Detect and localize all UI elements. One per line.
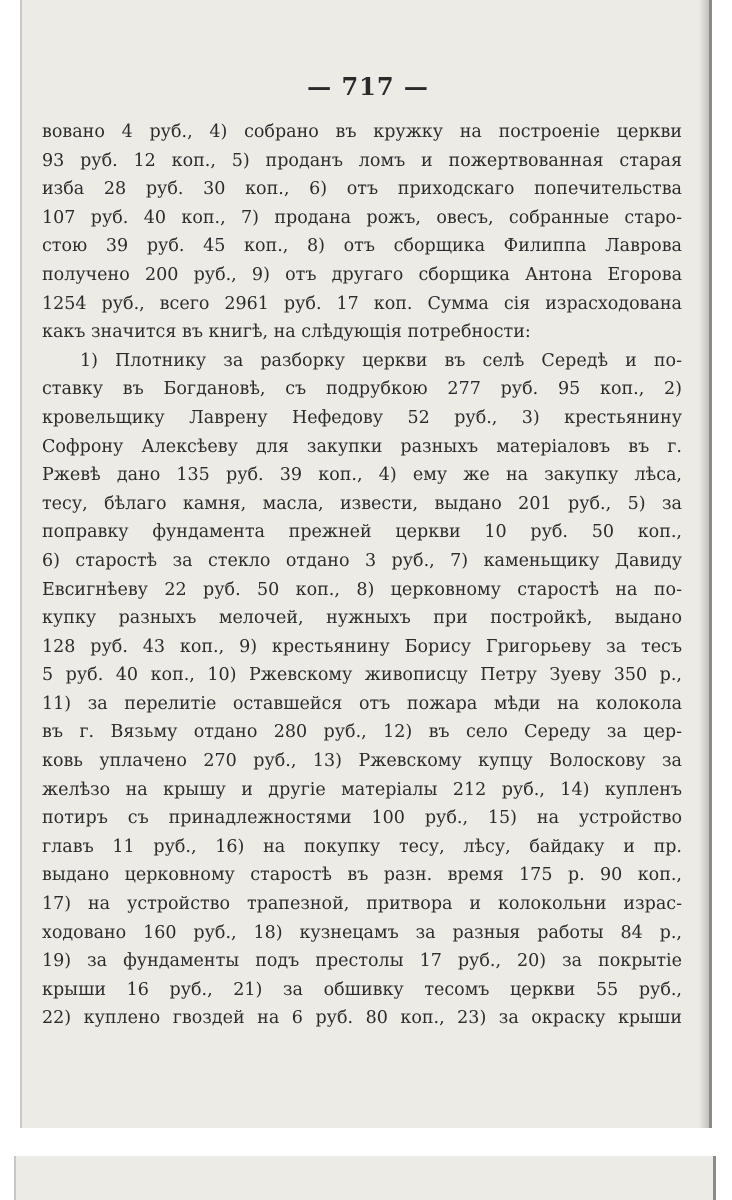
book-page bbox=[20, 0, 712, 1128]
text-line: какъ значится въ книгѣ, на слѣдующія потребности: bbox=[42, 322, 531, 343]
text-line: кровельщику Лаврену Нефедову 52 руб., 3) крестьянину bbox=[42, 407, 682, 428]
text-line: стою 39 руб. 45 коп., 8) отъ сборщика Филиппа Лаврова bbox=[42, 236, 682, 257]
text-line: въ г. Вязьму отдано 280 руб., 12) въ село Середу за цер- bbox=[42, 722, 682, 743]
text-line: купку разныхъ мелочей, нужныхъ при постройкѣ, выдано bbox=[42, 608, 682, 629]
text-line: получено 200 руб., 9) отъ другаго сборщика Антона Егорова bbox=[42, 264, 682, 285]
text-line: изба 28 руб. 30 коп., 6) отъ приходскаго попечительства bbox=[42, 179, 682, 200]
text-line: Евсигнѣеву 22 руб. 50 коп., 8) церковному старостѣ на по- bbox=[42, 579, 682, 600]
text-line: 19) за фундаменты подъ престолы 17 руб., 20) за покрытіе bbox=[42, 951, 682, 972]
text-line: ходовано 160 руб., 18) кузнецамъ за разныя работы 84 р., bbox=[42, 922, 682, 943]
text-line: 5 руб. 40 коп., 10) Ржевскому живописцу Петру Зуеву 350 р., bbox=[42, 665, 682, 686]
page-text bbox=[42, 118, 682, 1033]
next-page-edge bbox=[14, 1156, 716, 1200]
text-line: 107 руб. 40 коп., 7) продана рожъ, овесъ, собранные старо- bbox=[42, 207, 682, 228]
text-line: вовано 4 руб., 4) собрано въ кружку на построеніе церкви bbox=[42, 122, 682, 142]
text-line: выдано церковному старостѣ въ разн. время 175 р. 90 коп., bbox=[42, 865, 682, 886]
text-line: 93 руб. 12 коп., 5) проданъ ломъ и пожертвованная старая bbox=[42, 150, 682, 171]
text-line: 128 руб. 43 коп., 9) крестьянину Борису Григорьеву за тесъ bbox=[42, 636, 682, 657]
text-line: Ржевѣ дано 135 руб. 39 коп., 4) ему же на закупку лѣса, bbox=[42, 465, 682, 486]
text-line: Софрону Алексѣеву для закупки разныхъ матеріаловъ въ г. bbox=[42, 436, 682, 457]
text-line: главъ 11 руб., 16) на покупку тесу, лѣсу, байдаку и пр. bbox=[42, 836, 682, 857]
text-line: потиръ съ принадлежностями 100 руб., 15) на устройство bbox=[42, 808, 682, 829]
text-line: 22) куплено гвоздей на 6 руб. 80 коп., 23) за окраску крыши bbox=[42, 1008, 682, 1029]
text-line: 17) на устройство трапезной, притвора и колокольни израс- bbox=[42, 894, 682, 915]
text-line: 1254 руб., всего 2961 руб. 17 коп. Сумма сія израсходована bbox=[42, 293, 682, 314]
text-line: тесу, бѣлаго камня, масла, извести, выдано 201 руб., 5) за bbox=[42, 493, 682, 514]
text-line: поправку фундамента прежней церкви 10 руб. 50 коп., bbox=[42, 522, 682, 543]
text-line: 11) за перелитіе оставшейся отъ пожара мѣди на колокола bbox=[42, 693, 682, 714]
page-edge-shadow bbox=[699, 0, 709, 1128]
page-number: — 717 — bbox=[307, 72, 429, 101]
text-line: 6) старостѣ за стекло отдано 3 руб., 7) каменьщику Давиду bbox=[42, 550, 682, 571]
text-line: крыши 16 руб., 21) за обшивку тесомъ церкви 55 руб., bbox=[42, 979, 682, 1000]
text-line: ставку въ Богдановѣ, съ подрубкою 277 руб. 95 коп., 2) bbox=[42, 379, 682, 400]
text-line: желѣзо на крышу и другіе матеріалы 212 руб., 14) купленъ bbox=[42, 779, 682, 800]
text-line: ковь уплачено 270 руб., 13) Ржевскому купцу Волоскову за bbox=[42, 751, 682, 772]
text-line: 1) Плотнику за разборку церкви въ селѣ Середѣ и по- bbox=[80, 350, 682, 371]
